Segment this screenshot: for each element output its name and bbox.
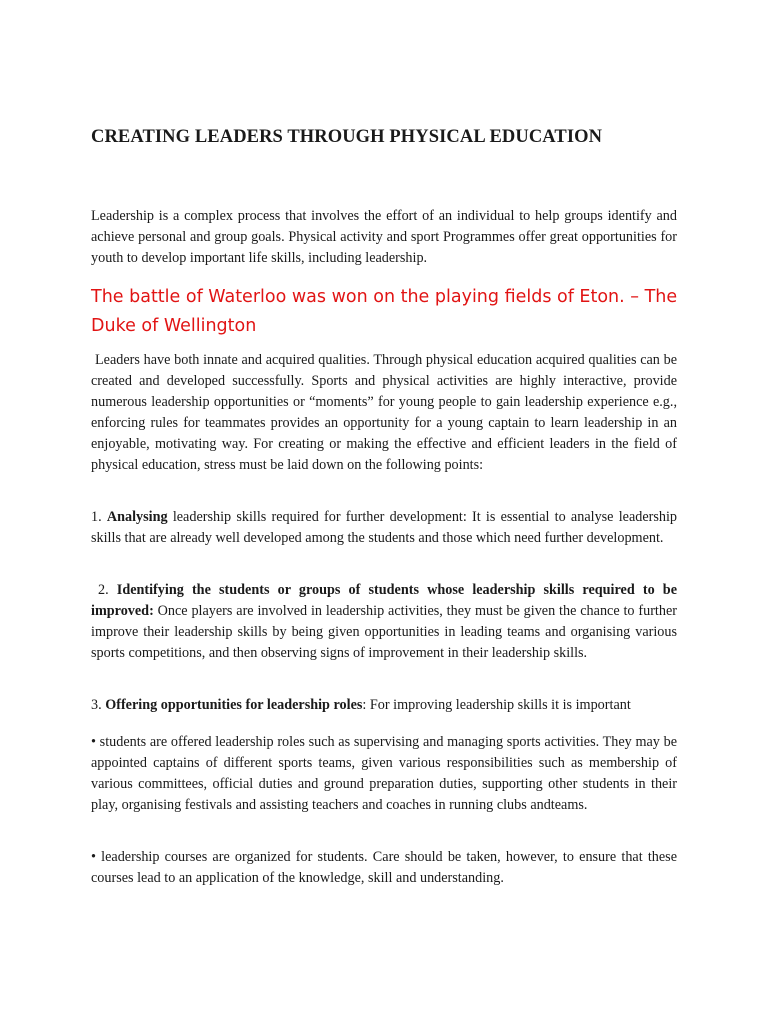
point-3-text: : For improving leadership skills it is important: [362, 697, 631, 713]
point-2-heading: Identifying the students or groups of students whose leadership skills required to be improved:: [91, 582, 677, 619]
point-2-number: 2.: [98, 582, 117, 598]
body-paragraph: Leaders have both innate and acquired qualities. Through physical education acquired qualities can be created and developed successfully. Sports and physical activities are highly interactive, provide numerous leadership opportunities or “moments” for young people to gain leadership experience e.g., enforcing rules for teammates provides an opportunity for a young captain to learn leadership in an enjoyable, motivating way. For creating or making the effective and efficient leaders in the field of physical education, stress must be laid down on the following points:: [91, 352, 677, 473]
bullet-1: • students are offered leadership roles such as supervising and managing sports activities. They may be appointed captains of different sports teams, given various responsibilities such as membership of various committees, official duties and ground preparation duties, supporting other students in their play, organising festivals and assisting teachers and coaches in running clubs andteams.: [91, 734, 677, 813]
point-3-heading: Offering opportunities for leadership roles: [105, 697, 363, 713]
point-1-number: 1.: [91, 509, 107, 525]
point-2-text: Once players are involved in leadership activities, they must be given the chance to further improve their leadership skills by being given opportunities in leading teams and organising various sports competitions, and then observing signs of improvement in their leadership skills.: [91, 603, 677, 661]
wellington-quote: The battle of Waterloo was won on the playing fields of Eton. – The Duke of Wellington: [91, 287, 678, 336]
point-3: [91, 695, 677, 716]
point-2: [91, 580, 677, 664]
intro-paragraph: Leadership is a complex process that involves the effort of an individual to help groups identify and achieve personal and group goals. Physical activity and sport Programmes offer great opportunities for youth to develop important life skills, including leadership.: [91, 208, 677, 266]
point-1-text: leadership skills required for further development: It is essential to analyse leadership skills that are already well developed among the students and those which need further development.: [91, 509, 678, 546]
point-1-heading: Analysing: [106, 509, 168, 525]
point-1: [91, 507, 677, 549]
document-title: CREATING LEADERS THROUGH PHYSICAL EDUCATION: [91, 127, 603, 147]
bullet-2: • leadership courses are organized for students. Care should be taken, however, to ensure that these courses lead to an application of the knowledge, skill and understanding.: [91, 849, 677, 886]
point-3-number: 3.: [91, 697, 106, 713]
